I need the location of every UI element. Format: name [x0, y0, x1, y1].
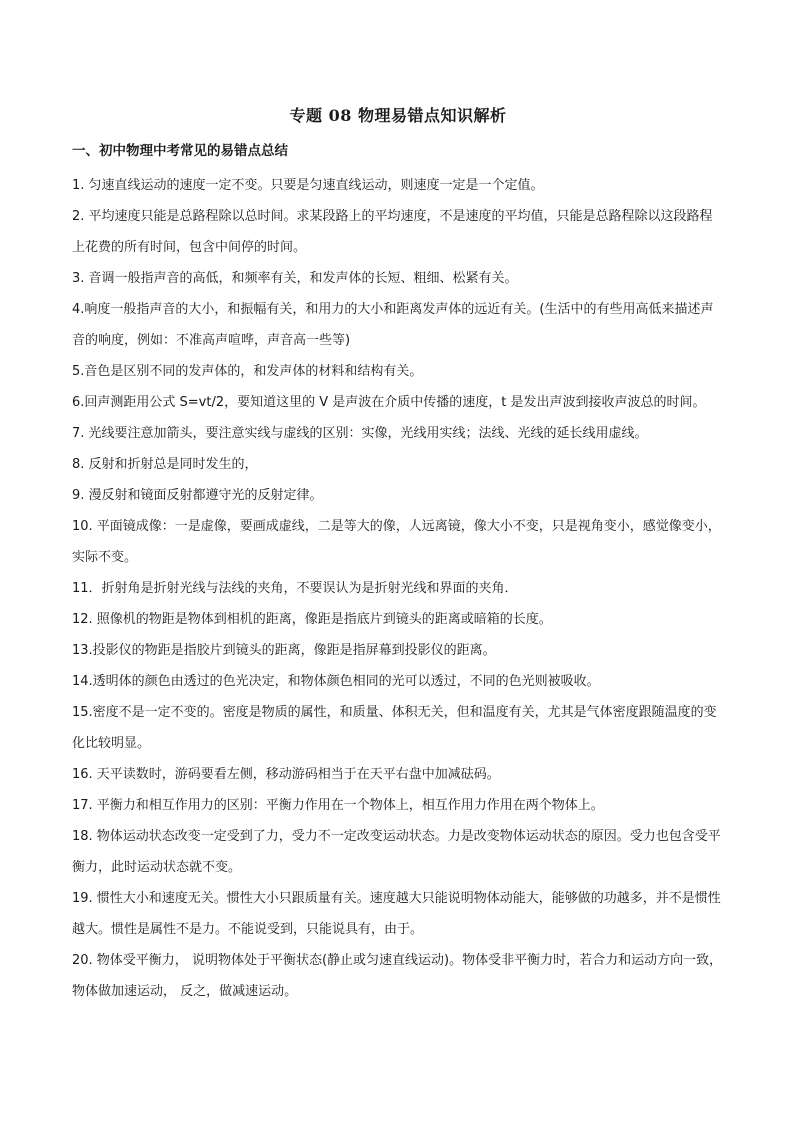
list-item-7: 7. 光线要注意加箭头，要注意实线与虚线的区别：实像，光线用实线；法线、光线的延长线用虚线。 — [72, 426, 648, 441]
list-item-6: 6.回声测距用公式 S=vt/2，要知道这里的 V 是声波在介质中传播的速度，t 是发出声波到接收声波总的时间。 — [72, 395, 706, 410]
list-item-1: 1. 匀速直线运动的速度一定不变。只要是匀速直线运动，则速度一定是一个定值。 — [72, 178, 544, 193]
list-item-10: 10. 平面镜成像：一是虚像，要画成虚线，二是等大的像，人远离镜，像大小不变，只是视角变小，感觉像变小，实际不变。 — [72, 519, 721, 565]
list-item-12: 12. 照像机的物距是物体到相机的距离，像距是指底片到镜头的距离或暗箱的长度。 — [72, 612, 552, 627]
list-item-8: 8. 反射和折射总是同时发生的， — [72, 457, 258, 472]
section-heading: 一、初中物理中考常见的易错点总结 — [72, 143, 288, 159]
list-item-17: 17. 平衡力和相互作用力的区别：平衡力作用在一个物体上，相互作用力作用在两个物体上。 — [72, 798, 604, 813]
list-item-19: 19. 惯性大小和速度无关。惯性大小只跟质量有关。速度越大只能说明物体动能大，能够做的功越多，并不是惯性越大。惯性是属性不是力。不能说受到，只能说具有，由于。 — [72, 891, 721, 937]
document-content — [72, 104, 724, 1007]
list-item-3: 3. 音调一般指声音的高低，和频率有关，和发声体的长短、粗细、松紧有关。 — [72, 271, 518, 286]
list-item-15: 15.密度不是一定不变的。密度是物质的属性，和质量、体积无关，但和温度有关，尤其是气体密度跟随温度的变化比较明显。 — [72, 705, 717, 751]
list-item-18: 18. 物体运动状态改变一定受到了力，受力不一定改变运动状态。力是改变物体运动状态的原因。受力也包含受平衡力，此时运动状态就不变。 — [72, 829, 721, 875]
list-item-4: 4.响度一般指声音的大小，和振幅有关，和用力的大小和距离发声体的远近有关。(生活中的有些用高低来描述声音的响度，例如：不准高声喧哗，声音高一些等) — [72, 302, 714, 348]
list-item-13: 13.投影仪的物距是指胶片到镜头的距离，像距是指屏幕到投影仪的距离。 — [72, 643, 496, 658]
list-item-2: 2. 平均速度只能是总路程除以总时间。求某段路上的平均速度，不是速度的平均值，只能是总路程除以这段路程上花费的所有时间，包含中间停的时间。 — [72, 209, 713, 255]
list-item-5: 5.音色是区别不同的发声体的，和发声体的材料和结构有关。 — [72, 364, 423, 379]
list-item-20: 20. 物体受平衡力， 说明物体处于平衡状态(静止或匀速直线运动)。物体受非平衡力时，若合力和运动方向一致，物体做加速运动， 反之，做减速运动。 — [72, 953, 723, 999]
list-item-11: 11．折射角是折射光线与法线的夹角，不要误认为是折射光线和界面的夹角． — [72, 581, 518, 596]
list-item-9: 9. 漫反射和镜面反射都遵守光的反射定律。 — [72, 488, 323, 503]
document-title: 专题 08 物理易错点知识解析 — [289, 106, 507, 125]
list-item-14: 14.透明体的颜色由透过的色光决定，和物体颜色相同的光可以透过，不同的色光则被吸收。 — [72, 674, 600, 689]
list-item-16: 16. 天平读数时，游码要看左侧，移动游码相当于在天平右盘中加减砝码。 — [72, 767, 500, 782]
